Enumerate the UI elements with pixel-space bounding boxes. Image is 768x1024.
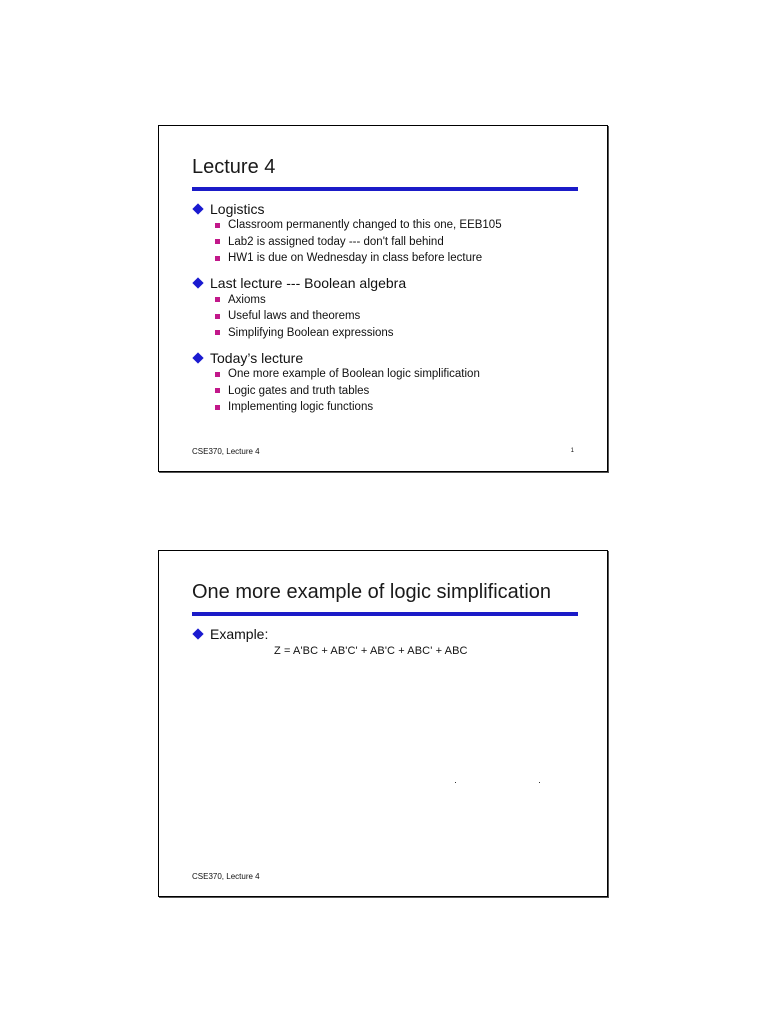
- bullet-label: Example:: [210, 625, 269, 642]
- page-number: 1: [570, 448, 574, 454]
- sub-bullet: [215, 399, 592, 416]
- diamond-bullet-icon: [192, 203, 203, 214]
- sub-bullet-label: Lab2 is assigned today --- don't fall behind: [228, 235, 444, 248]
- sub-bullet: [215, 308, 592, 325]
- sub-bullet: [215, 250, 592, 267]
- sub-bullet-label: Useful laws and theorems: [228, 310, 361, 323]
- square-bullet-icon: [215, 388, 220, 393]
- sub-bullet-label: Simplifying Boolean expressions: [228, 326, 394, 339]
- square-bullet-icon: [215, 405, 220, 410]
- bullet-last-lecture: [192, 275, 592, 342]
- square-bullet-icon: [215, 314, 220, 319]
- square-bullet-icon: [215, 372, 220, 377]
- sub-bullet-label: HW1 is due on Wednesday in class before lecture: [228, 252, 483, 265]
- sub-bullet-label: Logic gates and truth tables: [228, 384, 370, 397]
- diamond-bullet-icon: [192, 277, 203, 288]
- sub-bullet-label: Implementing logic functions: [228, 401, 374, 414]
- bullet-list: [192, 200, 592, 424]
- slide-footer: CSE370, Lecture 4: [192, 447, 260, 456]
- boolean-equation: Z = A'BC + AB'C' + AB'C + ABC' + ABC: [274, 645, 468, 657]
- bullet-logistics: [192, 200, 592, 267]
- square-bullet-icon: [215, 223, 220, 228]
- sub-bullet: [215, 292, 592, 309]
- diamond-bullet-icon: [192, 628, 203, 639]
- sub-bullet: [215, 383, 592, 400]
- sub-bullet: [215, 234, 592, 251]
- bullet-label: Logistics: [210, 200, 265, 217]
- stray-mark: [539, 782, 540, 783]
- stray-mark: [455, 782, 456, 783]
- square-bullet-icon: [215, 256, 220, 261]
- square-bullet-icon: [215, 297, 220, 302]
- sub-bullet: [215, 217, 592, 234]
- sub-bullet: [215, 366, 592, 383]
- slide-1: [158, 125, 608, 472]
- title-rule: [192, 187, 578, 191]
- sub-bullet-label: Classroom permanently changed to this one, EEB105: [228, 219, 502, 232]
- title-rule: [192, 612, 578, 616]
- slide-title: One more example of logic simplification: [192, 581, 552, 603]
- bullet-label: Last lecture --- Boolean algebra: [210, 275, 407, 291]
- diamond-bullet-icon: [192, 352, 203, 363]
- slide-title: Lecture 4: [192, 156, 276, 178]
- slide-footer: CSE370, Lecture 4: [192, 872, 260, 881]
- bullet-todays-lecture: [192, 349, 592, 416]
- slide-2: [158, 550, 608, 897]
- bullet-example: [192, 625, 592, 642]
- square-bullet-icon: [215, 239, 220, 244]
- square-bullet-icon: [215, 330, 220, 335]
- sub-bullet: [215, 325, 592, 342]
- sub-bullet-label: Axioms: [228, 293, 266, 306]
- sub-bullet-label: One more example of Boolean logic simplification: [228, 368, 480, 381]
- bullet-label: Today’s lecture: [210, 349, 304, 366]
